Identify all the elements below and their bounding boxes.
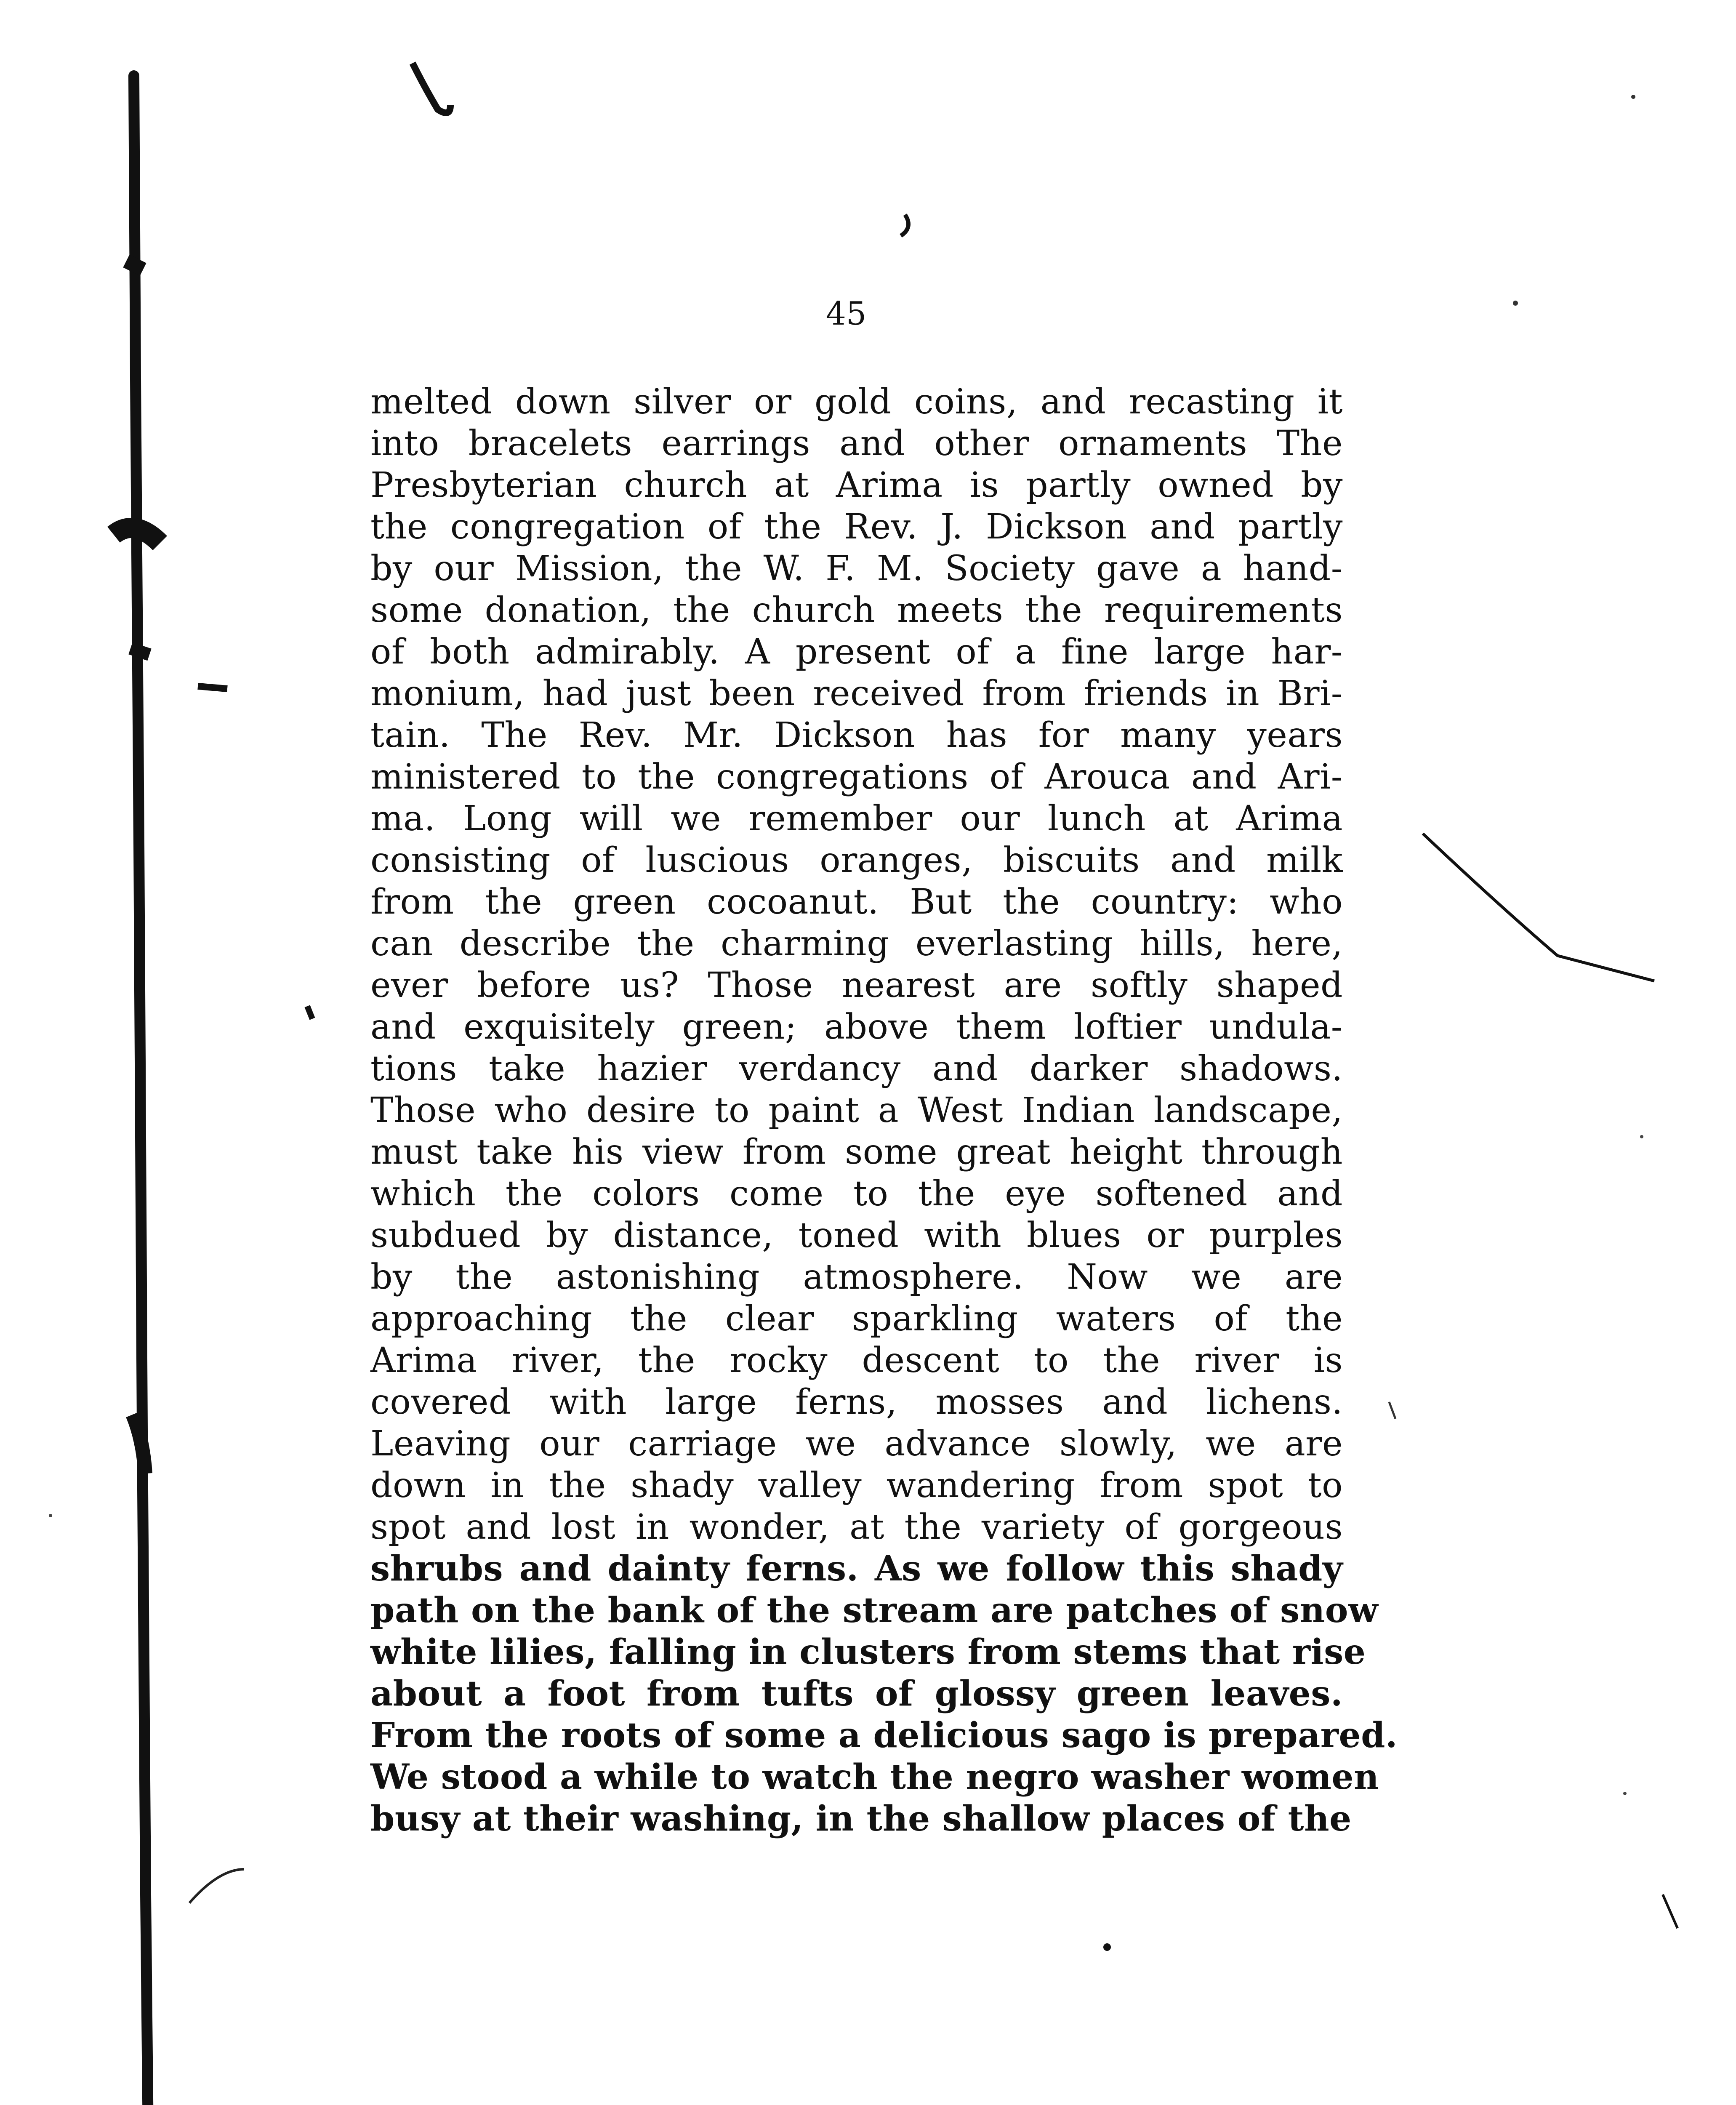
binding-knot [126, 261, 143, 269]
text-line: tions take hazier verdancy and darker shadows. [370, 1049, 1343, 1089]
binding-line [134, 76, 148, 2105]
text-line: the congregation of the Rev. J. Dickson and partly [370, 507, 1343, 547]
stray-mark [307, 1006, 312, 1019]
dust-dot [1513, 301, 1518, 306]
text-line: some donation, the church meets the requirements [370, 590, 1343, 630]
text-line: consisting of luscious oranges, biscuits and milk [370, 840, 1343, 880]
dust-dot [1103, 1943, 1111, 1951]
stray-mark [413, 63, 450, 113]
binding-knot [130, 648, 149, 655]
text-line: must take his view from some great height through [370, 1132, 1343, 1172]
stray-mark [901, 215, 908, 236]
text-line: down in the shady valley wandering from spot to [370, 1466, 1343, 1505]
text-line: and exquisitely green; above them loftier undula- [370, 1007, 1343, 1047]
text-line: melted down silver or gold coins, and recasting it [370, 382, 1343, 422]
body-text [370, 381, 1398, 1840]
text-line: by our Mission, the W. F. M. Society gave a hand- [370, 549, 1343, 589]
dust-dot [1631, 95, 1635, 99]
page-number: 45 [825, 295, 867, 332]
text-line: into bracelets earrings and other ornaments The [370, 424, 1343, 464]
text-line: ever before us? Those nearest are softly shaped [370, 965, 1343, 1005]
dust-dot [1623, 1792, 1627, 1795]
stray-mark [1663, 1894, 1677, 1928]
text-line: approaching the clear sparkling waters of the [370, 1299, 1343, 1339]
binding-knot [133, 1415, 145, 1474]
text-line: shrubs and dainty ferns. As we follow this shady [370, 1548, 1343, 1589]
dust-dot [49, 1514, 52, 1517]
text-line: about a foot from tufts of glossy green leaves. [370, 1673, 1343, 1714]
text-line: can describe the charming everlasting hills, here, [370, 924, 1343, 964]
text-line: white lilies, falling in clusters from stems that rise [370, 1632, 1366, 1672]
text-line: which the colors come to the eye softened and [370, 1174, 1343, 1214]
text-line: covered with large ferns, mosses and lichens. [370, 1382, 1343, 1422]
text-line: Leaving our carriage we advance slowly, we are [370, 1424, 1343, 1464]
text-line: We stood a while to watch the negro washer women [370, 1757, 1379, 1797]
text-line: path on the bank of the stream are patches of snow [370, 1590, 1379, 1631]
text-line: of both admirably. A present of a fine large har- [370, 632, 1343, 672]
text-line: by the astonishing atmosphere. Now we are [370, 1257, 1343, 1297]
text-line: from the green cocoanut. But the country: who [370, 882, 1343, 922]
stray-mark [1423, 834, 1654, 981]
text-line: subdued by distance, toned with blues or purples [370, 1215, 1343, 1255]
text-line: monium, had just been received from friends in Bri- [370, 674, 1343, 714]
stray-mark [189, 1869, 244, 1903]
text-line: Arima river, the rocky descent to the river is [370, 1340, 1343, 1380]
dust-dot [1640, 1135, 1643, 1138]
stray-mark [1389, 1402, 1395, 1419]
text-line: tain. The Rev. Mr. Dickson has for many years [370, 715, 1343, 755]
text-line: ma. Long will we remember our lunch at Arima [370, 799, 1343, 839]
text-line: busy at their washing, in the shallow places of the [370, 1799, 1352, 1839]
text-line: Presbyterian church at Arima is partly owned by [370, 465, 1343, 505]
stray-mark [198, 686, 227, 689]
text-line: Those who desire to paint a West Indian landscape, [370, 1090, 1343, 1130]
text-line: ministered to the congregations of Arouca and Ari- [370, 757, 1343, 797]
text-line: spot and lost in wonder, at the variety of gorgeous [370, 1507, 1343, 1547]
text-line: From the roots of some a delicious sago is prepared. [370, 1715, 1398, 1756]
